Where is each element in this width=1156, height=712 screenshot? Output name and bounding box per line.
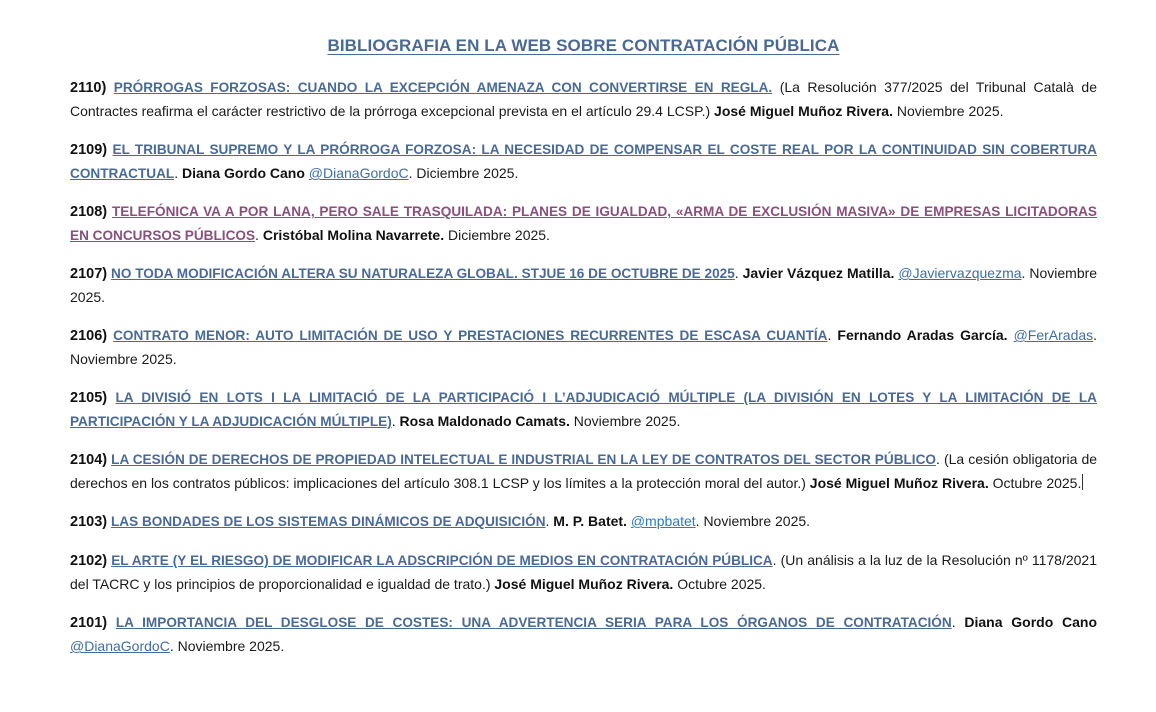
entry-author: Rosa Maldonado Camats.	[399, 413, 570, 429]
entry-number: 2106)	[70, 328, 108, 344]
entry-author: Fernando Aradas García.	[837, 327, 1008, 343]
entry-title-link[interactable]: LA CESIÓN DE DERECHOS DE PROPIEDAD INTELECTUAL E INDUSTRIAL EN LA LEY DE CONTRATOS DEL SECTOR PÚBLICO	[111, 452, 936, 467]
entry-number: 2109)	[70, 142, 108, 158]
entry-date: Diciembre 2025.	[416, 165, 519, 181]
entry-author: Diana Gordo Cano	[182, 165, 305, 181]
entry-date: Octubre 2025.	[677, 576, 766, 592]
entry-description: (La cesión obligatoria de derechos en los contratos públicos: implicaciones del artículo 308.1 LCSP y los límites a la protección moral del autor.)	[70, 451, 1098, 491]
bibliography-entry-2110	[70, 76, 1097, 123]
entry-title-link[interactable]: EL TRIBUNAL SUPREMO Y LA PRÓRROGA FORZOSA: LA NECESIDAD DE COMPENSAR EL COSTE REAL POR LA CONTINUIDAD SIN COBERTURA CONTRACTUAL	[70, 142, 1097, 181]
author-handle-link[interactable]: @DianaGordoC	[70, 638, 170, 654]
entry-title-link[interactable]: EL ARTE (Y EL RIESGO) DE MODIFICAR LA ADSCRIPCIÓN DE MEDIOS EN CONTRATACIÓN PÚBLICA	[111, 553, 773, 568]
entry-date: Noviembre 2025.	[896, 103, 1004, 119]
entry-description: (La Resolución 377/2025 del Tribunal Català de Contractes reafirma el carácter restrictivo de la prórroga excepcional prevista en el artículo 29.4 LCSP.)	[70, 79, 1097, 119]
entry-title-link[interactable]: TELEFÓNICA VA A POR LANA, PERO SALE TRASQUILADA: PLANES DE IGUALDAD, «ARMA DE EXCLUSIÓN MASIVA» DE EMPRESAS LICITADORAS EN CONCURSOS PÚBLICOS	[70, 204, 1098, 243]
bibliography-entry-2104: 2104) LA CESIÓN DE DERECHOS DE PROPIEDAD INTELECTUAL E INDUSTRIAL EN LA LEY DE CONTRATOS DEL SECTOR PÚBLICO. (La cesión obligatoria de derechos en los contratos públicos: implicaciones del artículo 308.1 LCSP y los límites a la protección moral del autor.) José Miguel Muñoz Rivera. Octubre 2025.	[70, 451, 1098, 491]
entry-author: Javier Vázquez Matilla.	[742, 265, 895, 281]
bibliography-entry-2101: 2101) LA IMPORTANCIA DEL DESGLOSE DE COSTES: UNA ADVERTENCIA SERIA PARA LOS ÓRGANOS DE CONTRATACIÓN. Diana Gordo Cano @DianaGordoC. Noviembre 2025.	[70, 614, 1098, 654]
entry-author: José Miguel Muñoz Rivera.	[494, 576, 674, 592]
author-handle-link[interactable]: @FerAradas	[1013, 327, 1094, 343]
entry-number: 2101)	[70, 615, 108, 631]
entry-description: (Un análisis a la luz de la Resolución nº 1178/2021 del TACRC y los principios de proporcionalidad e igualdad de trato.)	[70, 552, 1097, 592]
entry-number: 2102)	[70, 553, 108, 569]
author-handle-link[interactable]: @mpbatet	[630, 513, 696, 529]
entry-number: 2103)	[70, 514, 108, 530]
text-cursor	[1082, 474, 1083, 490]
bibliography-entry-2109: 2109) EL TRIBUNAL SUPREMO Y LA PRÓRROGA FORZOSA: LA NECESIDAD DE COMPENSAR EL COSTE REAL POR LA CONTINUIDAD SIN COBERTURA CONTRACTUAL. Diana Gordo Cano @DianaGordoC. Diciembre 2025.	[70, 142, 1097, 181]
entry-author: Diana Gordo Cano	[964, 614, 1098, 630]
author-handle-link[interactable]: @Javiervazquezma	[898, 265, 1022, 281]
entry-title-link[interactable]: PRÓRROGAS FORZOSAS: CUANDO LA EXCEPCIÓN AMENAZA CON CONVERTIRSE EN REGLA.	[113, 80, 773, 95]
entry-date: Noviembre 2025.	[177, 638, 285, 654]
bibliography-entry-2108: 2108) TELEFÓNICA VA A POR LANA, PERO SALE TRASQUILADA: PLANES DE IGUALDAD, «ARMA DE EXCLUSIÓN MASIVA» DE EMPRESAS LICITADORAS EN CONCURSOS PÚBLICOS. Cristóbal Molina Navarrete. Diciembre 2025.	[70, 204, 1098, 243]
entry-date: Noviembre 2025.	[70, 351, 177, 367]
entry-title-link[interactable]: NO TODA MODIFICACIÓN ALTERA SU NATURALEZA GLOBAL. STJUE 16 DE OCTUBRE DE 2025	[111, 266, 735, 281]
entry-number: 2108)	[70, 204, 108, 220]
entry-date: Diciembre 2025.	[448, 227, 550, 243]
page-title: BIBLIOGRAFIA EN LA WEB SOBRE CONTRATACIÓN PÚBLICA	[327, 36, 840, 55]
entry-date: Noviembre 2025.	[70, 265, 1098, 305]
bibliography-entry-2103: 2103) LAS BONDADES DE LOS SISTEMAS DINÁMICOS DE ADQUISICIÓN. M. P. Batet. @mpbatet. Noviembre 2025.	[70, 513, 811, 530]
bibliography-entry-2102: 2102) EL ARTE (Y EL RIESGO) DE MODIFICAR LA ADSCRIPCIÓN DE MEDIOS EN CONTRATACIÓN PÚBLICA. (Un análisis a la luz de la Resolución nº 1178/2021 del TACRC y los principios de proporcionalidad e igualdad de trato.) José Miguel Muñoz Rivera. Octubre 2025.	[70, 552, 1097, 592]
bibliography-entry-2106: 2106) CONTRATO MENOR: AUTO LIMITACIÓN DE USO Y PRESTACIONES RECURRENTES DE ESCASA CUANTÍA. Fernando Aradas García. @FerAradas. Noviembre 2025.	[70, 327, 1098, 367]
entry-date: Noviembre 2025.	[703, 513, 811, 529]
entry-number: 2105)	[70, 390, 108, 406]
entry-title-link[interactable]: CONTRATO MENOR: AUTO LIMITACIÓN DE USO Y PRESTACIONES RECURRENTES DE ESCASA CUANTÍA	[113, 328, 828, 343]
bibliography-entry-2107: 2107) NO TODA MODIFICACIÓN ALTERA SU NATURALEZA GLOBAL. STJUE 16 DE OCTUBRE DE 2025. Javier Vázquez Matilla. @Javiervazquezma. Noviembre 2025.	[70, 265, 1098, 305]
entry-author: M. P. Batet.	[553, 513, 627, 529]
entry-title-link[interactable]: LAS BONDADES DE LOS SISTEMAS DINÁMICOS DE ADQUISICIÓN	[110, 514, 546, 529]
entry-number: 2110)	[70, 80, 107, 96]
entry-author: Cristóbal Molina Navarrete.	[262, 227, 445, 243]
entry-date: Noviembre 2025.	[573, 413, 681, 429]
entry-author: José Miguel Muñoz Rivera.	[809, 475, 989, 491]
entry-title-link[interactable]: LA DIVISIÓ EN LOTS I LA LIMITACIÓ DE LA PARTICIPACIÓ I L’ADJUDICACIÓ MÚLTIPLE (LA DIVISIÓN EN LOTES Y LA LIMITACIÓN DE LA PARTICIPACIÓN Y LA ADJUDICACIÓN MÚLTIPLE)	[70, 390, 1097, 429]
entry-date: Octubre 2025.	[992, 475, 1082, 491]
entry-author: José Miguel Muñoz Rivera.	[714, 103, 893, 119]
entry-title-link[interactable]: LA IMPORTANCIA DEL DESGLOSE DE COSTES: UNA ADVERTENCIA SERIA PARA LOS ÓRGANOS DE CONTRATACIÓN	[115, 615, 952, 630]
bibliography-entry-2105: 2105) LA DIVISIÓ EN LOTS I LA LIMITACIÓ DE LA PARTICIPACIÓ I L’ADJUDICACIÓ MÚLTIPLE (LA DIVISIÓN EN LOTES Y LA LIMITACIÓN DE LA PARTICIPACIÓN Y LA ADJUDICACIÓN MÚLTIPLE). Rosa Maldonado Camats. Noviembre 2025.	[70, 390, 1097, 429]
entry-number: 2104)	[70, 452, 108, 468]
author-handle-link[interactable]: @DianaGordoC	[308, 165, 409, 181]
entry-number: 2107)	[70, 266, 108, 282]
